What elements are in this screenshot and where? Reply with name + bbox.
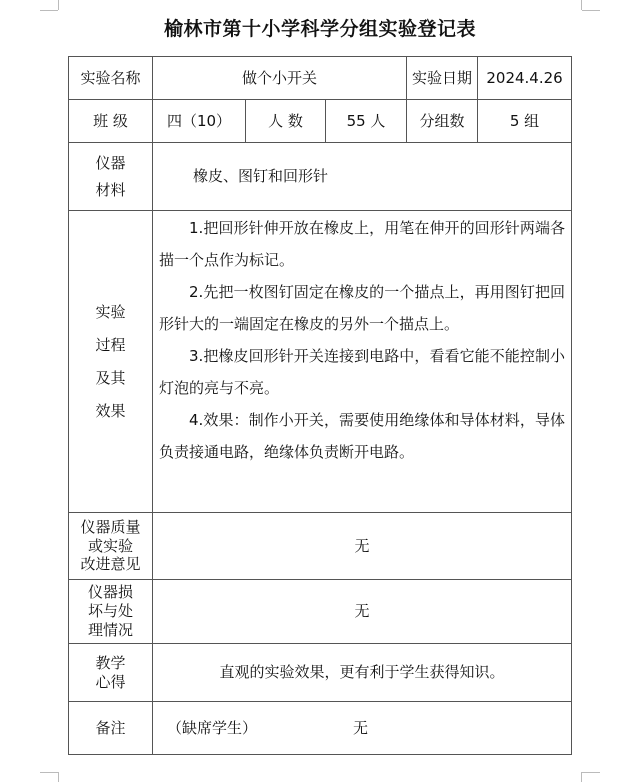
remark-prefix: （缺席学生）: [167, 718, 258, 737]
materials-value: 橡皮、图钉和回形针: [153, 143, 572, 211]
damage-label-line-1: 仪器损: [87, 583, 133, 602]
row-damage: [69, 580, 572, 644]
crop-mark-bottom-right-v: [581, 772, 582, 782]
crop-mark-top-right-v: [581, 0, 582, 10]
damage-label-line-2: 坏与处: [87, 602, 133, 621]
experiment-record-table: [68, 56, 572, 755]
process-label-line-3: 及其: [95, 368, 126, 387]
crop-mark-bottom-left-h: [40, 772, 58, 773]
experiment-date-label: 实验日期: [407, 57, 478, 100]
damage-label-line-3: 理情况: [87, 620, 133, 639]
row-remark: [69, 702, 572, 755]
process-step-2: 2.先把一枚图钉固定在橡皮的一个描点上，再用图钉把回形针大的一端固定在橡皮的另外一个描点上。: [159, 283, 566, 333]
row-experiment-name: [69, 57, 572, 100]
row-materials: [69, 143, 572, 211]
row-quality: [69, 513, 572, 580]
crop-mark-top-left-h: [40, 10, 58, 11]
teaching-value: 直观的实验效果，更有利于学生获得知识。: [153, 644, 572, 702]
people-label: 人 数: [246, 100, 326, 143]
process-label-line-1: 实验: [95, 302, 126, 321]
document-title: 榆林市第十小学科学分组实验登记表: [163, 18, 476, 40]
quality-value: 无: [153, 513, 572, 580]
process-label: [69, 211, 153, 513]
experiment-name-label: 实验名称: [69, 57, 153, 100]
process-step-4: 4.效果：制作小开关，需要使用绝缘体和导体材料，导体负责接通电路，绝缘体负责断开电路。: [159, 411, 566, 461]
quality-label-line-3: 改进意见: [80, 555, 141, 574]
remark-content: [153, 702, 572, 755]
crop-mark-top-right-h: [582, 10, 600, 11]
quality-label: [69, 513, 153, 580]
quality-label-line-1: 仪器质量: [80, 517, 141, 536]
materials-label-line-2: 材料: [95, 180, 126, 199]
experiment-date-value: 2024.4.26: [478, 57, 572, 100]
experiment-name-value: 做个小开关: [153, 57, 407, 100]
materials-label: [69, 143, 153, 211]
class-value: 四（10）: [153, 100, 246, 143]
crop-mark-top-left-v: [58, 0, 59, 10]
row-process: [69, 211, 572, 513]
people-value: 55 人: [326, 100, 407, 143]
row-class-info: [69, 100, 572, 143]
process-step-1: 1.把回形针伸开放在橡皮上，用笔在伸开的回形针两端各描一个点作为标记。: [159, 219, 566, 269]
remark-label: 备注: [69, 702, 153, 755]
materials-label-line-1: 仪器: [95, 153, 126, 172]
crop-mark-bottom-right-h: [582, 772, 600, 773]
remark-value: 无: [353, 718, 369, 737]
process-label-line-4: 效果: [95, 401, 126, 420]
class-label: 班 级: [69, 100, 153, 143]
process-content: [153, 211, 572, 513]
process-label-line-2: 过程: [95, 335, 126, 354]
teaching-label-line-2: 心得: [95, 672, 126, 691]
groups-value: 5 组: [478, 100, 572, 143]
damage-value: 无: [153, 580, 572, 644]
teaching-label: [69, 644, 153, 702]
crop-mark-bottom-left-v: [58, 772, 59, 782]
quality-label-line-2: 或实验: [87, 536, 133, 555]
groups-label: 分组数: [407, 100, 478, 143]
damage-label: [69, 580, 153, 644]
row-teaching: [69, 644, 572, 702]
teaching-label-line-1: 教学: [95, 653, 126, 672]
process-step-3: 3.把橡皮回形针开关连接到电路中，看看它能不能控制小灯泡的亮与不亮。: [159, 347, 566, 397]
